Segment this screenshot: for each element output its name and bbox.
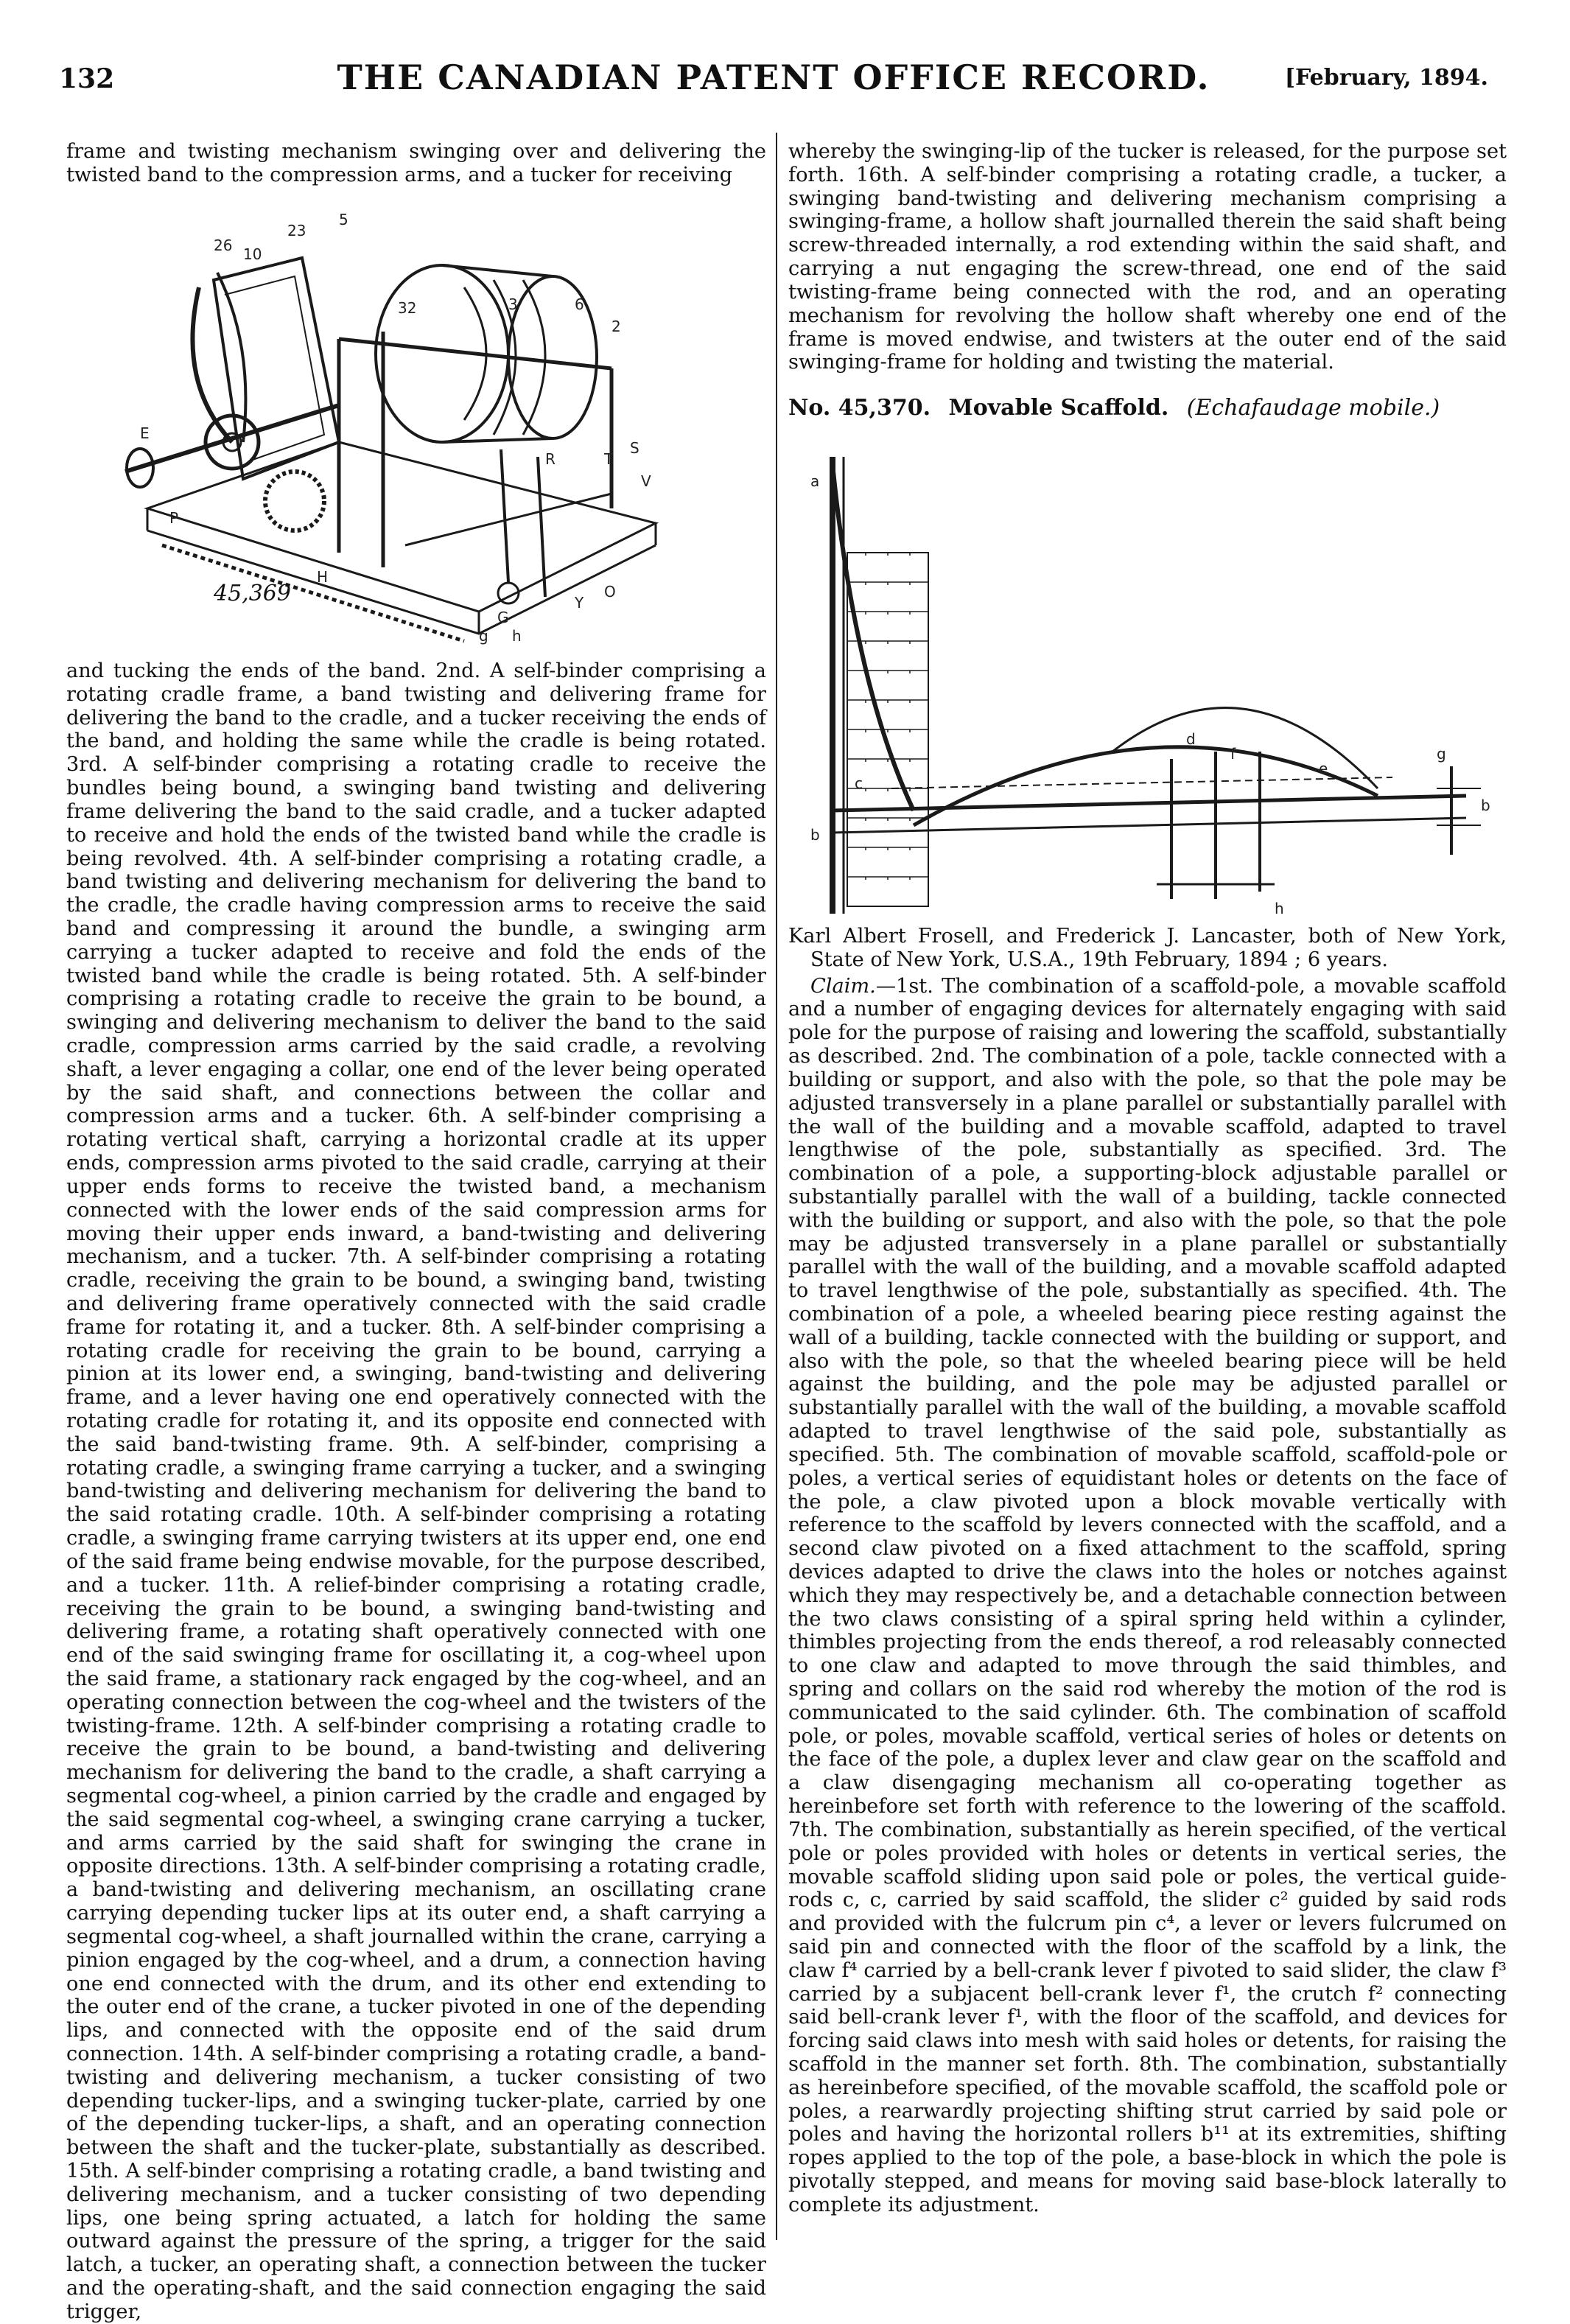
left-claims-text: and tucking the ends of the band. 2nd. A self-binder comprising a rotating cradle frame, a band twisting and delivering frame for delivering the band to the cradle, and a tucker receiving the ends of the band, and holding the same while the cradle is being rotated. 3rd. A self-binder comprising a rotating cradle to receive the bundles being bound, a swinging band twisting and delivering frame delivering the band to the said cradle, and a tucker adapted to receive and hold the ends of the twisted band while the cradle is being revolved. 4th. A self-binder comprising a rotating cradle, a band twisting and delivering mechanism for delivering the band to the cradle, the cradle having compression arms to receive the said band and compressing it around the bundle, a swinging arm carrying a tucker adapted to receive and fold the ends of the twisted band while the cradle is being rotated. 5th. A self-binder comprising a rotating cradle to receive the grain to be bound, a swinging and delivering mechanism to deliver the band to the said cradle, compression arms carried by the said cradle, a revolving shaft, a lever engaging a collar, one end of the lever being operated by the said shaft, and connections between the collar and compression arms and a tucker. 6th. A self-binder comprising a rotating vertical shaft, carrying a horizontal cradle at its upper ends, compression arms pivoted to the said cradle, carrying at their upper ends forms to receive the twisted band, a mechanism connected with the lower ends of the said compression arms for moving their upper ends inward, a band-twisting and delivering mechanism, and a tucker. 7th. A self-binder comprising a rotating cradle, receiving the grain to be bound, a swinging band, twisting and delivering frame operatively connected with the said cradle frame for rotating it, and a tucker. 8th. A self-binder comprising a rotating cradle for receiving the grain to be bound, carrying a pinion at its lower end, a swinging, band-twisting and delivering frame, and a lever having one end operatively connected with the rotating cradle for rotating it, and its opposite end connected with the said band-twisting frame. 9th. A self-binder, comprising a rotating cradle, a swinging frame carrying a tucker, and a swinging band-twisting and delivering mechanism for delivering the band to the said rotating cradle. 10th. A self-binder comprising a rotating cradle, a swinging frame carrying twisters at its upper end, one end of the said frame being endwise movable, for the purpose described, and a tucker. 11th. A relief-binder comprising a rotating cradle, receiving the grain to be bound, a swinging band-twisting and delivering frame, a rotating shaft operatively connected with one end of the said swinging frame for oscillating it, a cog-wheel upon the said frame, a stationary rack engaged by the cog-wheel, and an operating connection between the cog-wheel and the twisters of the twisting-frame. 12th. A self-binder comprising a rotating cradle to receive the grain to be bound, a band-twisting and delivering mechanism for delivering the band to the cradle, a shaft carrying a segmental cog-wheel, a pinion carried by the cradle and engaged by the said segmental cog-wheel, a swinging crane carrying a tucker, and arms carried by the said shaft for swinging the crane in opposite directions. 13th. A self-binder comprising a rotating cradle, a band-twisting and delivering mechanism, an oscillating crane carrying depending tucker lips at its outer end, a shaft carrying a segmental cog-wheel, a shaft journalled within the crane, carrying a pinion engaged by the cog-wheel, and a drum, a connection having one end connected with the drum, and its other end extending to the outer end of the crane, a tucker pivoted in one of the depending lips, and connected with the opposite end of the said drum connection. 14th. A self-binder comprising a rotating cradle, a band-twisting and delivering mechanism, a tucker consisting of two depending tucker-lips, and a swinging tucker-plate, carried by one of the depending tucker-lips, a shaft, and an operating connection between the shaft and the tucker-plate, substantially as described. 15th. A self-binder comprising a rotating cradle, a band twisting and delivering mechanism, and a tucker consisting of two depending lips, one being spring actuated, a latch for holding the same outward against the pressure of the spring, a trigger for the said latch, a tucker, an operating shaft, a connection between the tucker and the operating-shaft, and the said connection engaging the said trigger, [66, 659, 766, 2323]
movable-scaffold-figure [803, 442, 1510, 928]
right-continuation-text: whereby the swinging-lip of the tucker is released, for the purpose set forth. 16th. A self-binder comprising a rotating cradle, a tucker, a swinging band-twisting and delivering mechanism comprising a swinging-frame, a hollow shaft journalled therein the said shaft being screw-threaded internally, a rod extending within the said shaft, and carrying a nut engaging the screw-thread, one end of the said twisting-frame being connected with the rod, and an operating mechanism for revolving the hollow shaft whereby one end of the frame is moved endwise, and twisters at the outer end of the said swinging-frame for holding and twisting the material. [788, 140, 1507, 374]
svg-text:G: G [497, 609, 509, 626]
patent-title-translation: (Echafaudage mobile.) [1186, 395, 1440, 421]
svg-text:2: 2 [611, 318, 621, 335]
patent-heading [788, 395, 1507, 421]
svg-text:O: O [604, 583, 616, 601]
svg-text:10: 10 [243, 245, 262, 263]
svg-text:a: a [810, 472, 820, 490]
scaffold-reference-labels [810, 472, 1490, 917]
svg-text:H: H [317, 568, 329, 586]
svg-text:g: g [1437, 745, 1446, 763]
self-binder-figure [96, 199, 729, 648]
right-column-continuation [788, 140, 1507, 421]
svg-text:3: 3 [508, 295, 518, 313]
svg-text:R: R [545, 450, 556, 468]
svg-text:23: 23 [287, 222, 306, 239]
figure-patent-number: 45,369 [214, 581, 291, 606]
svg-text:T: T [604, 450, 614, 468]
right-column-patent-body [788, 925, 1507, 2217]
svg-text:g: g [479, 627, 488, 645]
patent-title: Movable Scaffold. [948, 395, 1169, 421]
svg-text:h: h [1275, 900, 1284, 917]
left-column-intro [66, 140, 766, 187]
svg-text:5: 5 [339, 211, 348, 228]
patent-number: No. 45,370. [788, 395, 931, 421]
claims-paragraph [788, 975, 1507, 2217]
left-intro-text: frame and twisting mechanism swinging over and delivering the twisted band to the compression arms, and a tucker for receiving [66, 140, 766, 186]
svg-text:d: d [1186, 730, 1196, 748]
svg-text:V: V [641, 472, 651, 490]
claims-text: —1st. The combination of a scaffold-pole, a movable scaffold and a number of engaging devices for alternately engaging with said pole for the purpose of raising and lowering the scaffold, substantially as described. 2nd. The combination of a pole, tackle connected with a building or support, and also with the pole, so that the pole may be adjusted transversely in a plane parallel or substantially parallel with the wall of the building and a movable scaffold, adapted to travel lengthwise of the pole, substantially as specified. 3rd. The combination of a pole, a supporting-block adjustable parallel or substantially parallel with the wall of a building, tackle connected with the building or support, and also with the pole, so that the pole may be adjusted transversely in a plane parallel or substantially parallel with the wall of the building, and a movable scaffold adapted to travel lengthwise of the pole, substantially as specified. 4th. The combination of a pole, a wheeled bearing piece resting against the wall of a building, tackle connected with the building or support, and also with the pole, so that the wheeled bearing piece will be held against the building, and the pole may be adjusted parallel or substantially parallel with the wall of the building, a movable scaffold adapted to travel lengthwise of the said pole, substantially as specified. 5th. The combination of movable scaffold, scaffold-pole or poles, a vertical series of equidistant holes or detents on the face of the pole, a claw pivoted upon a block movable vertically with reference to the scaffold by levers connected with the scaffold, and a second claw pivoted on a fixed attachment to the scaffold, spring devices adapted to drive the claws into the holes or notches against which they may respectively be, and a detachable connection between the two claws consisting of a spiral spring held within a cylinder, thimbles projecting from the ends thereof, a rod releasably connected to one claw and adapted to move through the said thimbles, and spring and collars on the said rod whereby the motion of the rod is communicated to the said cylinder. 6th. The combination of scaffold pole, or poles, movable scaffold, vertical series of holes or detents on the face of the pole, a duplex lever and claw gear on the scaffold and a claw disengaging mechanism all co-operating together as hereinbefore set forth with reference to the lowering of the scaffold. 7th. The combination, substantially as herein specified, of the vertical pole or poles provided with holes or detents in vertical series, the movable scaffold sliding upon said pole or poles, the vertical guide-rods c, c, carried by said scaffold, the slider c² guided by said rods and provided with the fulcrum pin c⁴, a lever or levers fulcrumed on said pin and connected with the floor of the scaffold by a link, the claw f⁴ carried by a bell-crank lever f pivoted to said slider, the claw f³ carried by a subjacent bell-crank lever f¹, the crutch f² connecting said bell-crank lever f¹, with the floor of the scaffold, and devices for forcing said claws into mesh with said holes or detents, for raising the scaffold in the manner set forth. 8th. The combination, substantially as hereinbefore specified, of the movable scaffold, the scaffold pole or poles, a rearwardly projecting shifting strut carried by said pole or poles and having the horizontal rollers b¹¹ at its extremities, shifting ropes applied to the top of the pole, a base-block in which the pole is pivotally stepped, and means for moving said base-block laterally to complete its adjustment. [788, 974, 1507, 2216]
publication-title: THE CANADIAN PATENT OFFICE RECORD. [337, 57, 1210, 97]
svg-text:f: f [1230, 745, 1236, 763]
svg-text:6: 6 [575, 295, 584, 313]
svg-text:32: 32 [398, 299, 417, 317]
issue-date: [February, 1894. [1284, 65, 1488, 91]
page-number: 132 [59, 63, 115, 94]
svg-text:S: S [630, 439, 639, 457]
page-header [59, 57, 1488, 109]
svg-text:b: b [810, 826, 820, 844]
svg-text:P: P [169, 509, 179, 527]
svg-text:c: c [855, 774, 863, 792]
svg-text:26: 26 [214, 237, 233, 254]
svg-text:h: h [512, 627, 522, 645]
svg-text:Y: Y [575, 594, 584, 612]
left-column-claims [66, 659, 766, 2324]
inventors-line: Karl Albert Frosell, and Frederick J. Lancaster, both of New York, State of New York, U.S.A., 19th February, 1894 ; 6 years. [788, 925, 1507, 971]
column-divider [776, 133, 777, 2240]
svg-text:E: E [140, 424, 150, 442]
svg-text:b: b [1481, 797, 1490, 814]
claim-label: Claim. [810, 974, 876, 998]
svg-text:e: e [1319, 760, 1328, 777]
